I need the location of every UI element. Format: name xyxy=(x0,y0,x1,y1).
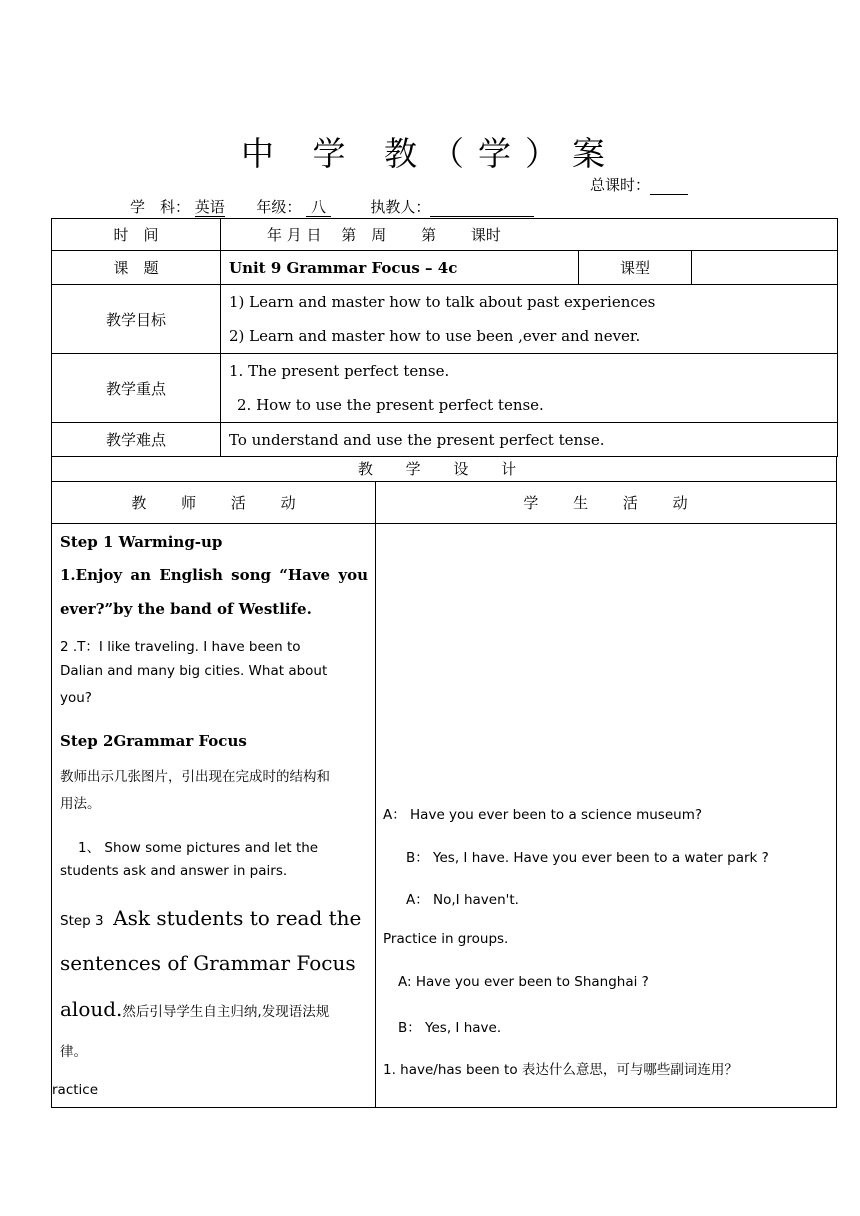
practice-text: ractice xyxy=(52,1082,99,1098)
step2-cn-line1: 教师出示几张图片，引出现在完成时的结构和 xyxy=(60,769,330,785)
teacher-line3: you? xyxy=(60,690,92,706)
question-cn: 表达什么意思，可与哪些副词连用？ xyxy=(521,1062,738,1078)
student-line: A： No,I haven't. xyxy=(406,892,519,908)
subject-label: 学 科： xyxy=(130,198,191,216)
teacher-blank xyxy=(430,202,534,217)
key-points-cell xyxy=(221,354,838,423)
step2-cn-line2: 用法。 xyxy=(60,796,101,812)
type-value xyxy=(692,251,838,285)
meta-line xyxy=(130,196,534,217)
key-points-label: 教学重点 xyxy=(52,354,221,423)
student-line: A: Have you ever been to Shanghai ? xyxy=(398,974,649,990)
design-title: 教 学 设 计 xyxy=(51,456,837,482)
grade-label: 年级： xyxy=(256,198,302,216)
student-line: A： Have you ever been to a science museum? xyxy=(383,807,703,823)
goals-cell xyxy=(221,285,838,354)
step3-prefix: Step 3 xyxy=(60,913,104,929)
step1-line2: ever?”by the band of Westlife. xyxy=(60,600,312,618)
show-line2: students ask and answer in pairs. xyxy=(60,863,288,879)
teacher-label: 执教人： xyxy=(370,198,431,216)
time-value: 年 月 日 第 周 第 课时 xyxy=(221,219,838,251)
student-activity-header: 学 生 活 动 xyxy=(375,482,837,524)
step3-line2: sentences of Grammar Focus xyxy=(60,951,356,975)
step3-text-c: aloud. xyxy=(60,997,123,1021)
step3-cn1: 然后引导学生自主归纳,发现语法规 xyxy=(122,1004,330,1020)
show-line1: 1、 Show some pictures and let the xyxy=(78,840,319,856)
student-line: B： Yes, I have. xyxy=(398,1020,502,1036)
step3-line3 xyxy=(60,997,329,1021)
total-hours-blank xyxy=(650,180,688,195)
lesson-info-table xyxy=(51,218,838,457)
teacher-line1: 2 .T：I like traveling. I have been to xyxy=(60,639,301,655)
topic-value: Unit 9 Grammar Focus – 4c xyxy=(221,251,579,285)
goal-item: 1) Learn and master how to talk about past experiences xyxy=(229,293,656,311)
step1-line1: 1.Enjoy an English song “Have you xyxy=(60,566,368,584)
difficulty-value: To understand and use the present perfect tense. xyxy=(221,423,838,457)
teacher-line2: Dalian and many big cities. What about xyxy=(60,663,328,679)
key-point-item: 2. How to use the present perfect tense. xyxy=(237,396,544,414)
type-label: 课型 xyxy=(579,251,692,285)
student-line: B： Yes, I have. Have you ever been to a water park ? xyxy=(406,850,769,866)
total-hours-label: 总课时： xyxy=(590,176,651,194)
difficulty-label: 教学难点 xyxy=(52,423,221,457)
subject-value: 英语 xyxy=(194,198,225,216)
time-label: 时 间 xyxy=(52,219,221,251)
step1-heading: Step 1 Warming-up xyxy=(60,533,223,551)
page-title: 中 学 教（学）案 xyxy=(241,134,619,173)
grade-value: 八 xyxy=(306,198,331,217)
goals-label: 教学目标 xyxy=(52,285,221,354)
student-line: Practice in groups. xyxy=(383,931,509,947)
step3-line1 xyxy=(60,906,361,930)
goal-item: 2) Learn and master how to use been ,ever and never. xyxy=(229,327,641,345)
student-question xyxy=(383,1058,738,1078)
question-en: 1. have/has been to xyxy=(383,1062,522,1078)
topic-label: 课 题 xyxy=(52,251,221,285)
step3-text-a: Ask students to read the xyxy=(113,906,362,930)
step3-cn2: 律。 xyxy=(60,1044,87,1060)
step2-heading: Step 2Grammar Focus xyxy=(60,732,247,750)
teacher-activity-header: 教 师 活 动 xyxy=(51,482,376,524)
key-point-item: 1. The present perfect tense. xyxy=(229,362,450,380)
total-hours xyxy=(590,174,688,195)
